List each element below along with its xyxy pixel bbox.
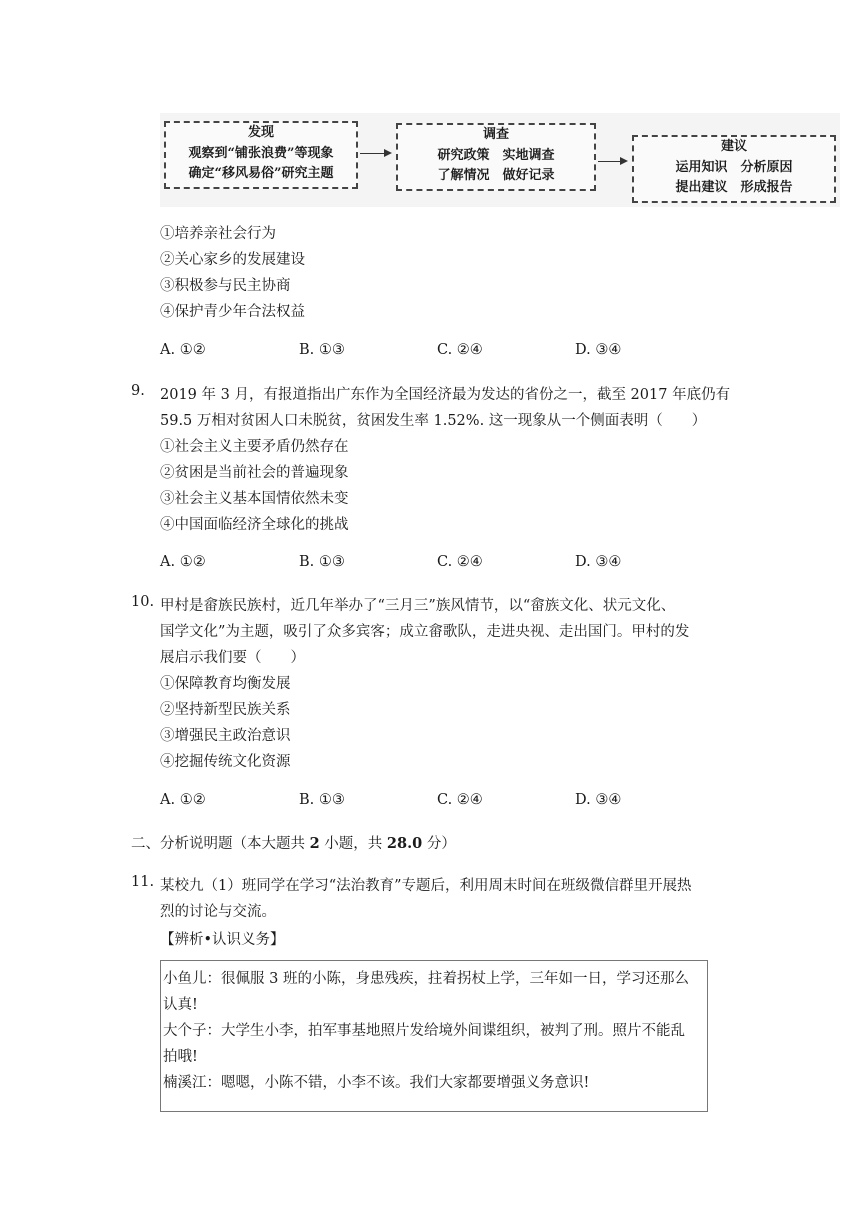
choice-b[interactable]: B. ①③ <box>299 342 345 358</box>
flow-box-suggest <box>632 135 836 203</box>
arrow-icon <box>360 153 390 154</box>
q8-option-4: ④保护青少年合法权益 <box>160 304 305 320</box>
q8-option-3: ③积极参与民主协商 <box>160 278 291 294</box>
dialog-line: 认真! <box>163 997 198 1013</box>
flow-box-line: 研究政策 实地调查 <box>437 148 555 163</box>
section-heading <box>131 832 456 853</box>
q11-subheading: 【辨析•认识义务】 <box>160 932 285 948</box>
flow-box-discover <box>164 121 358 189</box>
choice-b[interactable]: B. ①③ <box>299 554 345 570</box>
q10-stem-line: 展启示我们要（ ） <box>160 650 305 666</box>
section-heading-prefix: 二、分析说明题（本大题共 <box>131 836 310 852</box>
q10-option-3: ③增强民主政治意识 <box>160 728 291 744</box>
question-number: 9. <box>131 383 145 399</box>
choice-d[interactable]: D. ③④ <box>575 792 622 808</box>
choice-d[interactable]: D. ③④ <box>575 554 622 570</box>
q10-option-4: ④挖掘传统文化资源 <box>160 754 291 770</box>
dialog-line: 楠溪江：嗯嗯，小陈不错，小李不该。我们大家都要增强义务意识! <box>163 1075 590 1091</box>
section-heading-middle: 小题，共 <box>319 836 387 852</box>
choice-d[interactable]: D. ③④ <box>575 342 622 358</box>
q8-option-1: ①培养亲社会行为 <box>160 226 276 242</box>
flow-box-line: 提出建议 形成报告 <box>675 180 793 195</box>
flow-box-line: 运用知识 分析原因 <box>675 160 793 175</box>
choice-a[interactable]: A. ①② <box>160 342 206 358</box>
question-number: 10. <box>131 594 155 610</box>
q9-option-2: ②贫困是当前社会的普遍现象 <box>160 465 349 481</box>
q9-stem-line: 2019 年 3 月，有报道指出广东作为全国经济最为发达的省份之一，截至 2017 年底仍有 <box>160 387 731 403</box>
choice-a[interactable]: A. ①② <box>160 792 206 808</box>
q9-option-4: ④中国面临经济全球化的挑战 <box>160 517 349 533</box>
q11-stem-line: 烈的讨论与交流。 <box>160 904 276 920</box>
q11-stem-line: 某校九（1）班同学在学习“法治教育”专题后，利用周末时间在班级微信群里开展热 <box>160 878 692 894</box>
flow-box-title: 发现 <box>247 125 274 140</box>
chat-dialog-box <box>160 960 708 1112</box>
section-heading-suffix: 分） <box>422 836 456 852</box>
flow-box-title: 建议 <box>720 139 747 154</box>
dialog-line: 拍哦! <box>163 1049 198 1065</box>
q9-option-1: ①社会主义主要矛盾仍然存在 <box>160 439 349 455</box>
dialog-line: 大个子：大学生小李，拍军事基地照片发给境外间谍组织，被判了刑。照片不能乱 <box>163 1023 685 1039</box>
flow-box-line: 了解情况 做好记录 <box>437 168 555 183</box>
choice-b[interactable]: B. ①③ <box>299 792 345 808</box>
q10-option-1: ①保障教育均衡发展 <box>160 676 291 692</box>
q10-stem-line: 国学文化”为主题，吸引了众多宾客；成立畲歌队，走进央视、走出国门。甲村的发 <box>160 624 690 640</box>
choice-a[interactable]: A. ①② <box>160 554 206 570</box>
question-number: 11. <box>131 874 155 890</box>
arrow-icon <box>598 161 626 162</box>
choice-c[interactable]: C. ②④ <box>437 342 483 358</box>
flow-box-line: 确定“移风易俗”研究主题 <box>188 166 334 181</box>
q8-option-2: ②关心家乡的发展建设 <box>160 252 305 268</box>
section-score: 28.0 <box>386 835 423 852</box>
q9-option-3: ③社会主义基本国情依然未变 <box>160 491 349 507</box>
flow-box-investigate <box>396 123 596 191</box>
section-count: 2 <box>309 835 320 852</box>
q9-stem-line: 59.5 万相对贫困人口未脱贫，贫困发生率 1.52%. 这一现象从一个侧面表明（ ） <box>160 413 707 429</box>
flow-box-line: 观察到“铺张浪费”等现象 <box>188 146 334 161</box>
q10-option-2: ②坚持新型民族关系 <box>160 702 291 718</box>
dialog-line: 小鱼儿：很佩服 3 班的小陈，身患残疾，拄着拐杖上学，三年如一日，学习还那么 <box>163 971 689 987</box>
choice-c[interactable]: C. ②④ <box>437 792 483 808</box>
choice-c[interactable]: C. ②④ <box>437 554 483 570</box>
flow-box-title: 调查 <box>482 127 509 142</box>
research-flow-diagram <box>160 113 840 207</box>
q10-stem-line: 甲村是畲族民族村，近几年举办了“三月三”族风情节，以“畲族文化、状元文化、 <box>160 598 676 614</box>
